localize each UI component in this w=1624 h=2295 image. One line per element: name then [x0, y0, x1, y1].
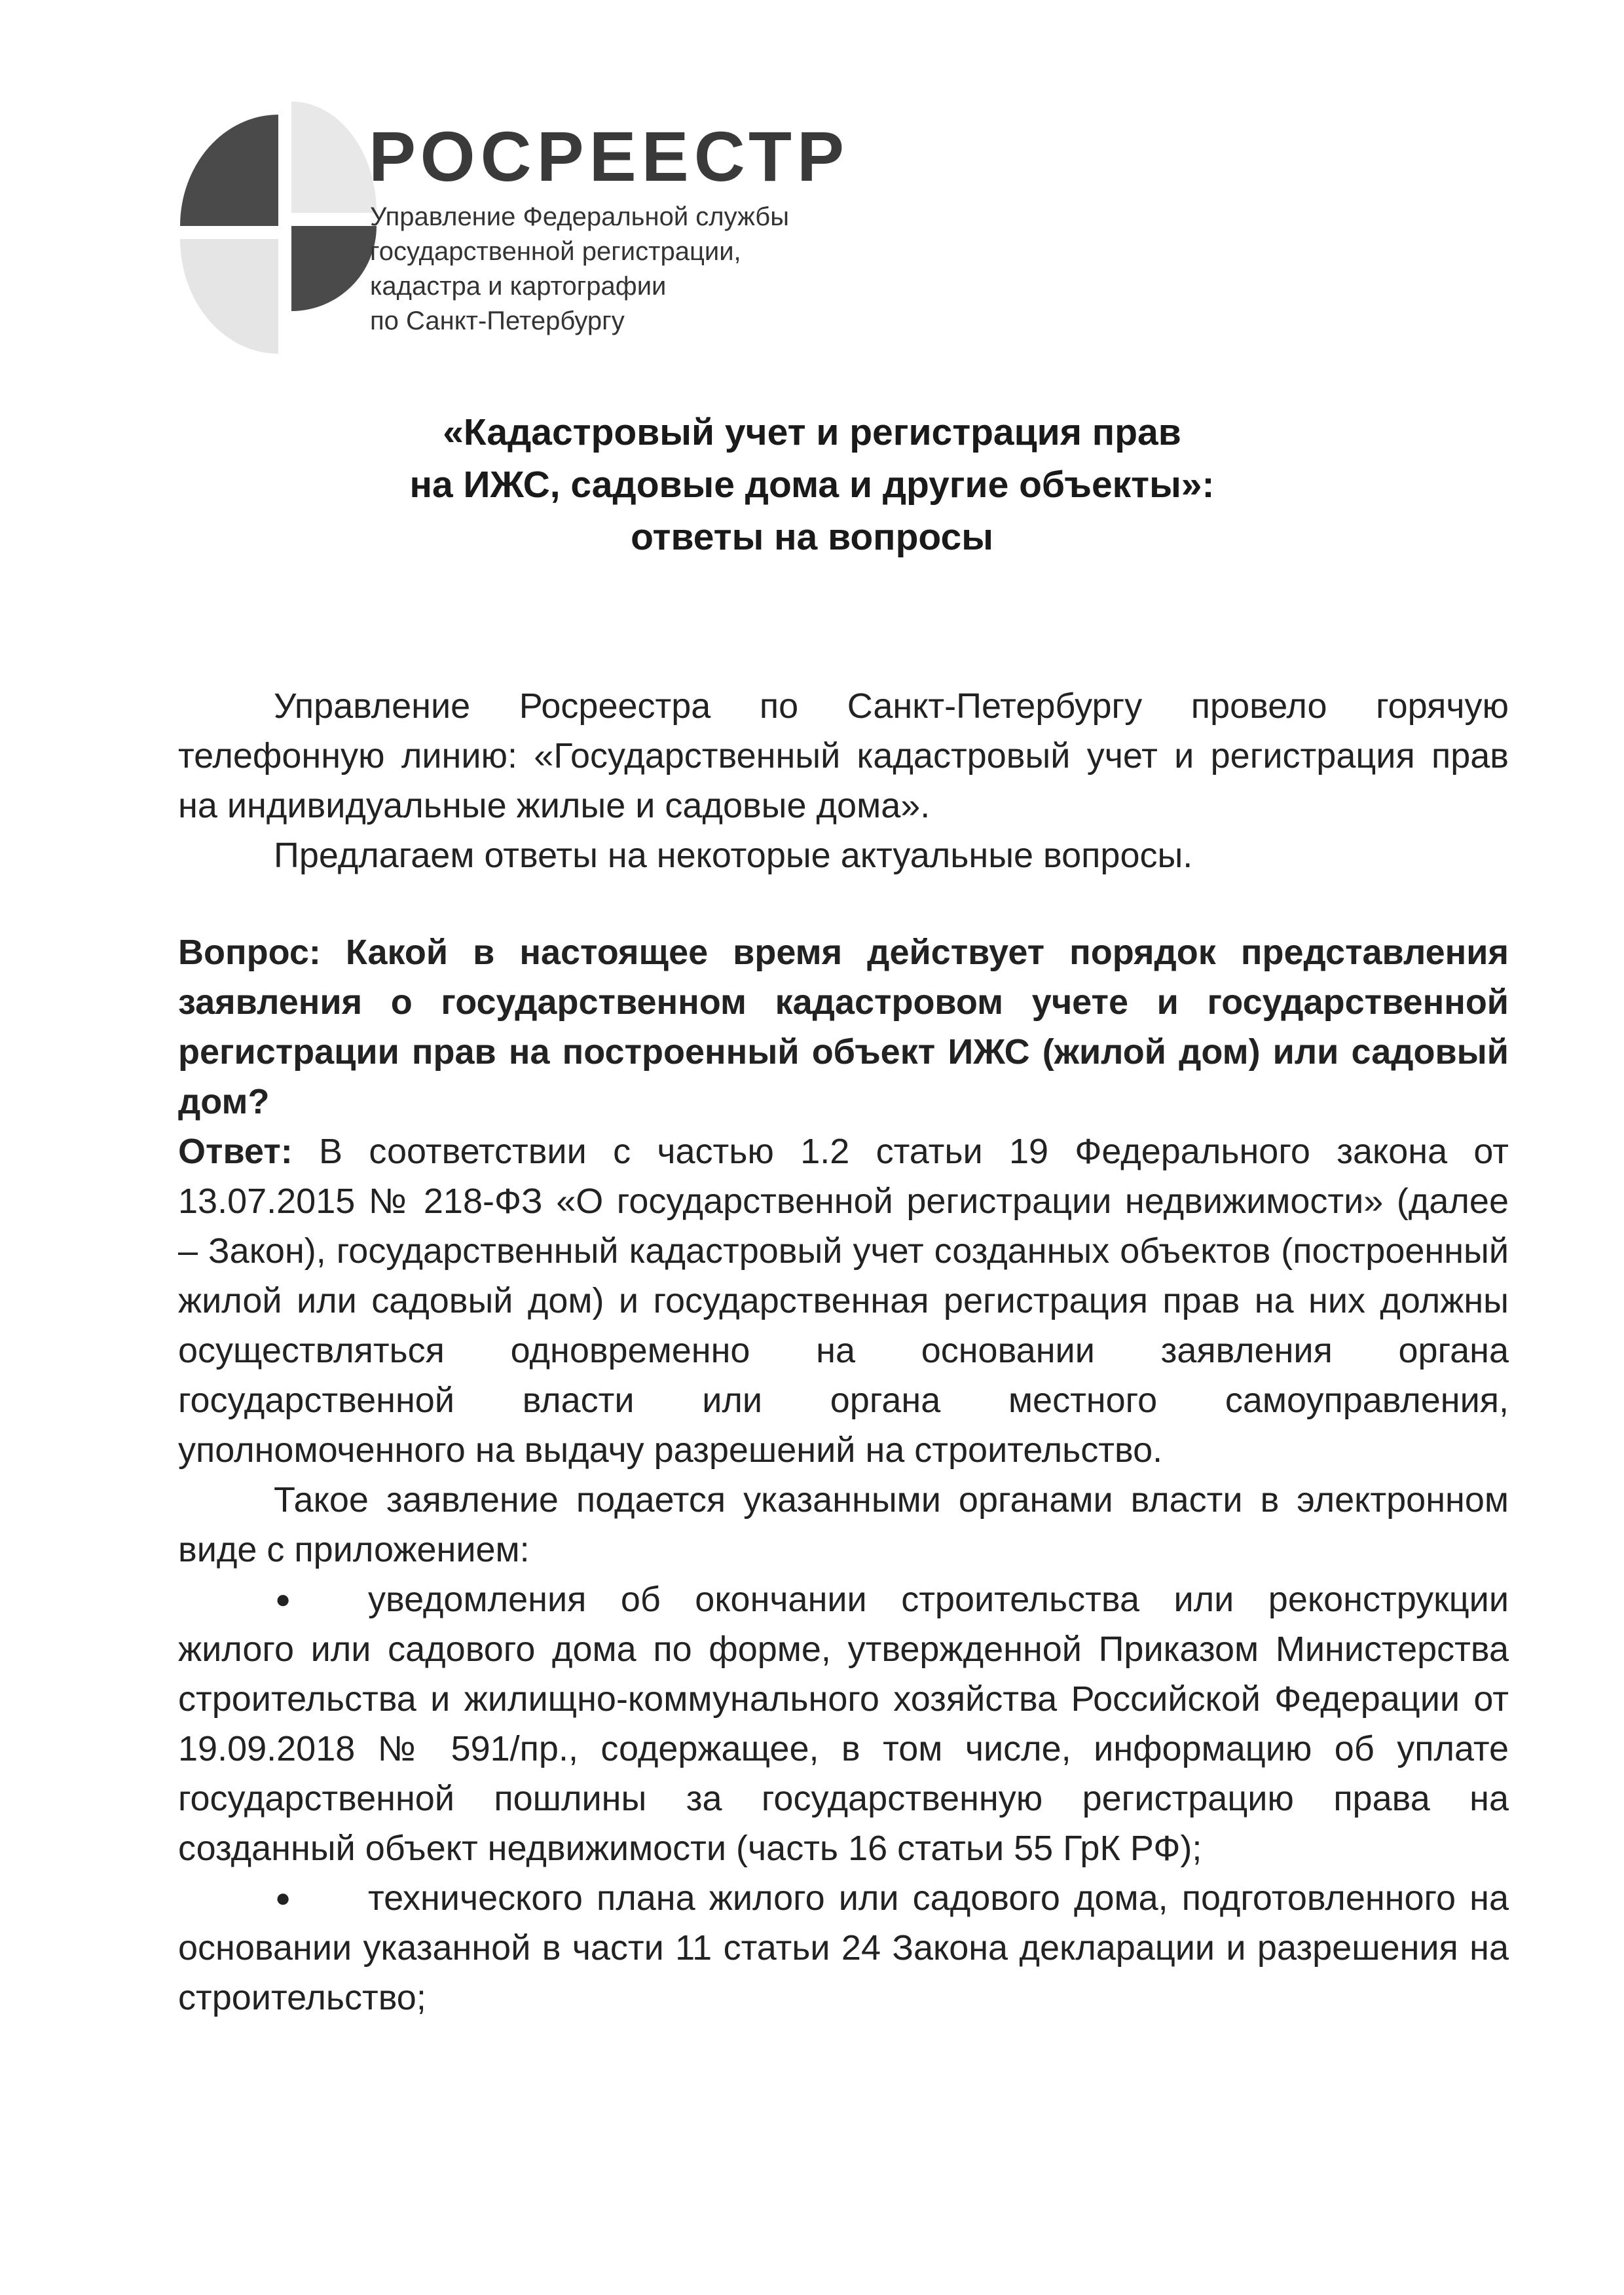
title-line: на ИЖС, садовые дома и другие объекты»:	[409, 464, 1215, 506]
logo-subtitle-line: кадастра и картографии	[370, 272, 667, 301]
logo-subtitle-line: Управление Федеральной службы	[370, 202, 789, 231]
document-title	[0, 406, 1624, 563]
rosreestr-emblem-icon	[180, 102, 377, 357]
rosreestr-logo	[180, 102, 850, 357]
list-item-text: технического плана жилого или садового дома, подготовленного на основании указанной в части 11 статьи 24 Закона декларации и разрешения на строительство;	[178, 1878, 1509, 2017]
application-paragraph: Такое заявление подается указанными органами власти в электронном виде с приложением:	[178, 1480, 1509, 1569]
answer-paragraph	[178, 1127, 1509, 1475]
bullet-icon: ●	[275, 1884, 291, 1912]
answer-label: Ответ:	[178, 1132, 293, 1171]
logo-subtitle-line: по Санкт-Петербургу	[370, 307, 625, 335]
list-item	[178, 1575, 1509, 1873]
list-item	[178, 1873, 1509, 2023]
document-body	[178, 681, 1509, 2023]
list-item-text: уведомления об окончании строительства или реконструкции жилого или садового дома по форме, утвержденной Приказом Министерства строительства и жилищно-коммунального хозяйства Российской Федерации от 19.09.2018 № 591/пр., содержащее, в том числе, информацию об уплате государственной пошлины за государственную регистрацию права на созданный объект недвижимости (часть 16 статьи 55 ГрК РФ);	[178, 1580, 1509, 1868]
logo-subtitle-line: государственной регистрации,	[370, 237, 741, 266]
logo-subtitle	[370, 200, 828, 339]
bullet-icon: ●	[275, 1585, 291, 1614]
question-text: Вопрос: Какой в настоящее время действует порядок представления заявления о государственном кадастровом учете и государственной регистрации прав на построенный объект ИЖС (жилой дом) или садовый дом?	[178, 933, 1509, 1121]
intro-paragraph-2: Предлагаем ответы на некоторые актуальные вопросы.	[274, 836, 1193, 875]
title-line: ответы на вопросы	[631, 516, 993, 558]
title-line: «Кадастровый учет и регистрация прав	[443, 411, 1181, 453]
intro-paragraph: Управление Росреестра по Санкт-Петербургу провело горячую телефонную линию: «Государственный кадастровый учет и регистрация прав на индивидуальные жилые и садовые дома».	[178, 686, 1509, 825]
answer-text: В соответствии с частью 1.2 статьи 19 Федерального закона от 13.07.2015 № 218-ФЗ «О государственной регистрации недвижимости» (далее – Закон), государственный кадастровый учет созданных объектов (построенный жилой или садовый дом) и государственная регистрация прав на них должны осуществляться одновременно на основании заявления органа государственной власти или органа местного самоуправления, уполномоченного на выдачу разрешений на строительство.	[178, 1132, 1509, 1470]
logo-name: РОСРЕЕСТР	[369, 117, 850, 196]
